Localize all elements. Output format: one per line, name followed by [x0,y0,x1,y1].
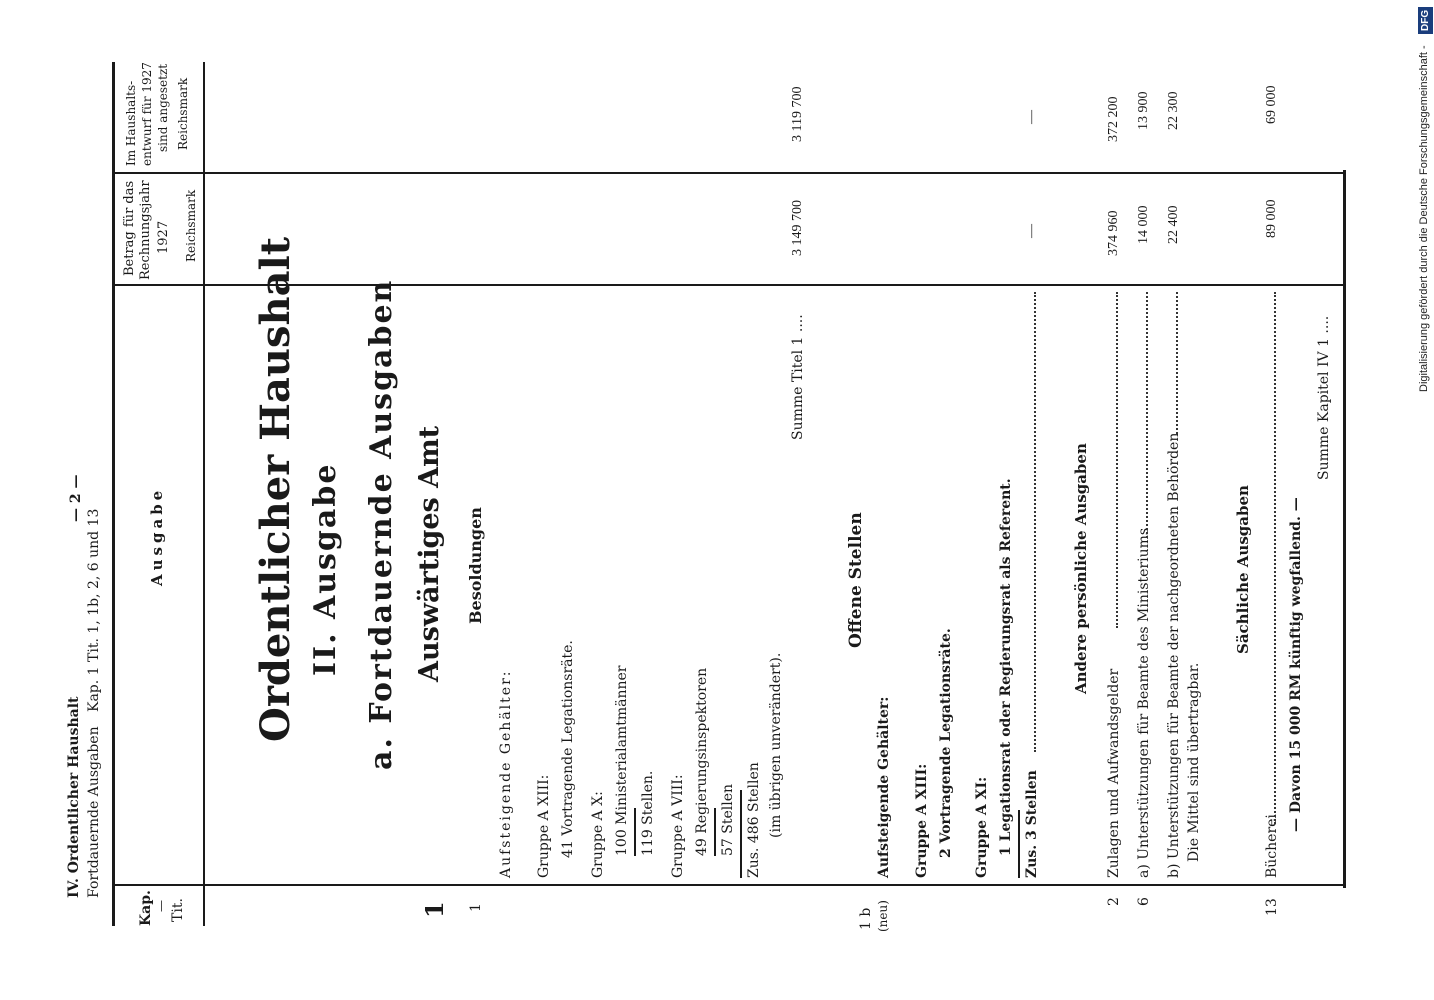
col-entwurf-line1: Im Haushalts- [124,80,138,166]
table-bottom-rule [1343,170,1346,888]
titel-1b-line-1: 1 Legationsrat oder Regierungsrat als Referent. [998,478,1014,856]
titel-1-entwurf: 3 119 700 [790,86,805,142]
titel-1-intro: Aufsteigende Gehälter: [498,669,514,878]
titel-1-line-57: 57 Stellen [720,783,736,856]
col-tit: Tit. [170,898,186,922]
titel-1b-number: 1 b [858,907,874,930]
andere-row-0-label: Zulagen und Aufwandsgelder [1106,668,1122,878]
saechliche-summe-label: Summe Kapitel IV 1 .... [1316,315,1332,480]
entwurf-column-rule [113,172,1345,174]
title-part: II. Ausgabe [308,462,343,676]
saechliche-tit: 13 [1264,898,1280,916]
saechliche-betrag: 89 000 [1264,199,1279,238]
andere-heading: Andere persönliche Ausgaben [1072,443,1090,694]
titel-1b-heading: Offene Stellen [846,512,866,648]
title-besoldungen: Besoldungen [466,507,485,624]
titel-1b-betrag: — [1024,224,1039,238]
titel-1-gruppe-a13: Gruppe A XIII: [536,774,552,878]
titel-1-summe-label: Summe Titel 1 .... [790,314,806,440]
col-entwurf-line2: entwurf für 1927 [140,62,154,166]
titel-1-line-486: Zus. 486 Stellen [746,762,762,878]
digitization-note: Digitalisierung gefördert durch die Deutsche Forschungsgemeinschaft - [1418,45,1430,392]
col-entwurf-unit: Reichsmark [176,77,190,150]
titel-1-gruppe-a8: Gruppe A VIII: [670,774,686,878]
titel-1-betrag: 3 149 700 [790,200,805,256]
andere-row-1-tit: 6 [1136,897,1152,906]
col-ausgabe: Ausgabe [148,486,166,586]
titel-1b-entwurf: — [1024,110,1039,124]
titel-1-unchanged: (im übrigen unverändert). [768,652,784,838]
table-left-rule [112,62,115,926]
col-betrag-line3: 1927 [156,220,171,254]
titel-1-number: 1 [468,903,484,912]
titel-1-line-119: 119 Stellen. [640,770,656,856]
titel-1-gruppe-a10: Gruppe A X: [590,791,606,878]
title-main: Ordentlicher Haushalt [252,236,299,742]
header-chapter-ref: Kap. 1 Tit. 1, 1b, 2, 6 und 13 [86,508,102,712]
titel-1-line-41: 41 Vortragende Legationsräte. [560,640,576,858]
table-header-rule [203,62,205,926]
titel-1b-gruppe-a13: Gruppe A XIII: [914,763,930,878]
andere-row-2-betrag: 22 400 [1166,205,1181,244]
saechliche-label: Bücherei [1264,814,1280,878]
andere-row-1-entwurf: 13 900 [1136,91,1151,130]
col-entwurf-line3: sind angesetzt [156,63,170,152]
col-betrag-unit: Reichsmark [184,189,198,262]
andere-row-1-label: a) Unterstützungen für Beamte des Ministeriums [1136,527,1152,878]
andere-row-2-label2: Die Mittel sind übertragbar. [1186,662,1202,862]
titel-1-line-49: 49 Regierungsinspektoren [694,667,710,856]
titel-1b-note: (neu) [876,900,890,932]
andere-row-0-betrag: 374 960 [1106,210,1121,256]
titel-1b-line-2: 2 Vortragende Legationsräte. [938,628,954,858]
dfg-logo: DFG [1418,7,1433,34]
header-section: IV. Ordentlicher Haushalt [66,696,82,898]
saechliche-entwurf: 69 000 [1264,85,1279,124]
title-section: a. Fortdauernde Ausgaben [364,278,399,770]
title-department: Auswärtiges Amt [414,425,445,682]
titel-1b-gruppe-a11: Gruppe A XI: [974,776,990,878]
col-betrag-line1: Betrag für das [122,180,137,276]
saechliche-heading: Sächliche Ausgaben [1234,485,1252,654]
header-subtitle: Fortdauernde Ausgaben [86,726,102,898]
andere-row-0-entwurf: 372 200 [1106,96,1121,142]
kap-column-rule [113,884,1345,886]
andere-row-1-betrag: 14 000 [1136,205,1151,244]
saechliche-note: — Davon 15 000 RM künftig wegfallend. — [1288,497,1304,832]
andere-row-2-entwurf: 22 300 [1166,91,1181,130]
col-kap: Kap. [138,890,154,926]
kap-number: 1 [420,901,449,918]
titel-1b-line-3: Zus. 3 Stellen [1024,770,1040,878]
andere-row-2-label: b) Unterstützungen für Beamte der nachgeordneten Behörden [1166,432,1182,878]
page-number: — 2 — [68,474,84,522]
col-betrag-line2: Rechnungsjahr [138,180,153,280]
titel-1-line-100: 100 Ministerialamtmänner [614,665,630,856]
titel-1b-intro: Aufsteigende Gehälter: [876,696,892,878]
andere-row-0-tit: 2 [1106,897,1122,906]
